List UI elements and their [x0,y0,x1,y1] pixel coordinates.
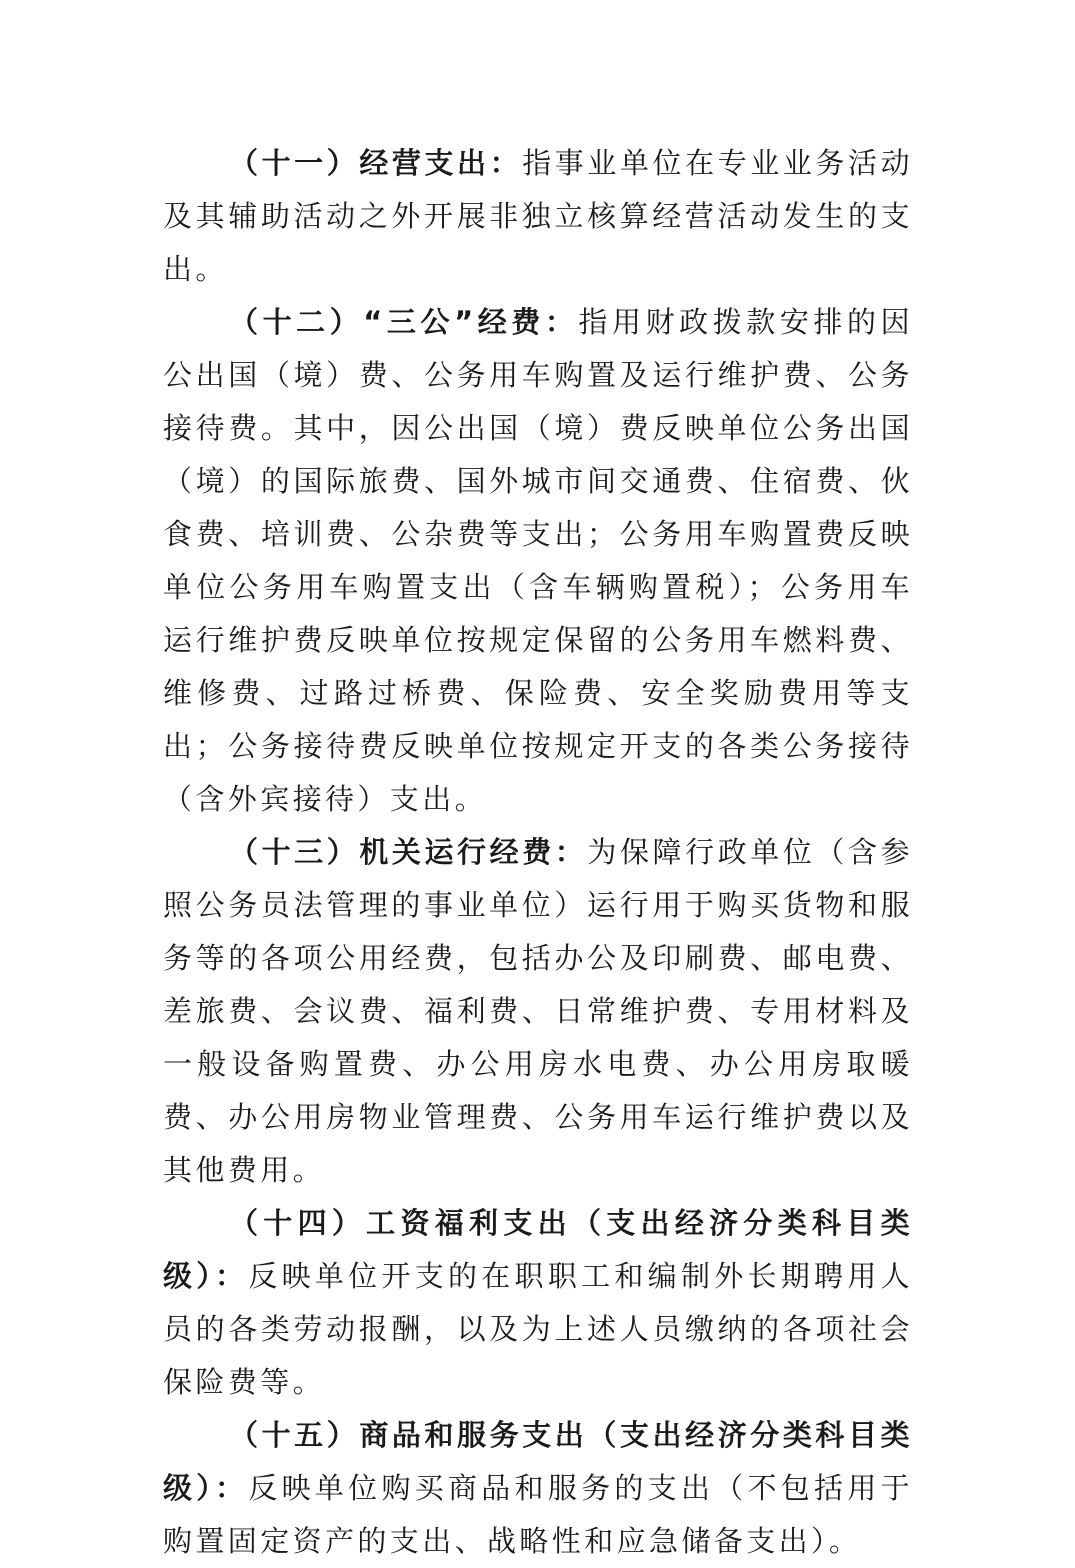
term-three-public-expenses: （十二）“三公”经费： [229,305,579,339]
paragraph-goods-services [163,1409,913,1568]
definition-operating-expenditure: 指事业单位在专业业务活动及其辅助活动之外开展非独立核算经营活动发生的支出。 [163,146,913,286]
definition-goods-services: 反映单位购买商品和服务的支出（不包括用于购置固定资产的支出、战略性和应急储备支出）。 [163,1471,913,1558]
paragraph-three-public-expenses [163,296,913,826]
definition-agency-operating-funds: 为保障行政单位（含参照公务员法管理的事业单位）运行用于购买货物和服务等的各项公用经费，包括办公及印刷费、邮电费、差旅费、会议费、福利费、日常维护费、专用材料及一般设备购置费、办公用房水电费、办公用房取暖费、办公用房物业管理费、公务用车运行维护费以及其他费用。 [163,835,913,1187]
definition-three-public-expenses: 指用财政拨款安排的因公出国（境）费、公务用车购置及运行维护费、公务接待费。其中，因公出国（境）费反映单位公务出国（境）的国际旅费、国外城市间交通费、住宿费、伙食费、培训费、公杂费等支出；公务用车购置费反映单位公务用车购置支出（含车辆购置税）；公务用车运行维护费反映单位按规定保留的公务用车燃料费、维修费、过路过桥费、保险费、安全奖励费用等支出；公务接待费反映单位按规定开支的各类公务接待（含外宾接待）支出。 [163,305,913,816]
paragraph-operating-expenditure [163,137,913,296]
definition-wages-welfare: 反映单位开支的在职职工和编制外长期聘用人员的各类劳动报酬，以及为上述人员缴纳的各项社会保险费等。 [163,1259,913,1399]
term-operating-expenditure: （十一）经营支出： [229,146,523,180]
document-body [163,137,913,1568]
term-agency-operating-funds: （十三）机关运行经费： [229,835,588,869]
term-wages-welfare: （十四）工资福利支出（支出经济分类科目类级）： [163,1206,913,1293]
term-goods-services: （十五）商品和服务支出（支出经济分类科目类级）： [163,1418,913,1505]
paragraph-agency-operating-funds [163,826,913,1197]
paragraph-wages-welfare [163,1197,913,1409]
